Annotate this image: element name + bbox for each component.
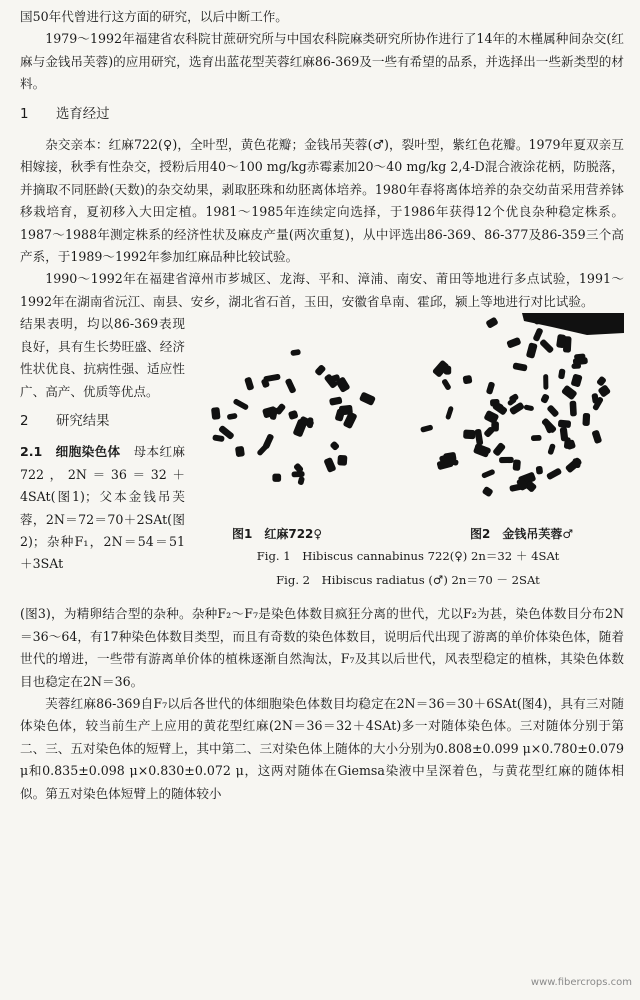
chromosome-mark: [432, 360, 450, 379]
chromosome-mark: [481, 469, 496, 479]
chromosome-mark: [523, 405, 534, 412]
chromosome-mark: [337, 455, 347, 466]
chromosome-mark: [547, 443, 556, 455]
chromosome-mark: [486, 382, 496, 396]
paragraph-6: 芙蓉红麻86-369自F₇以后各世代的体细胞染色体数目均稳定在2N＝36＝30＋6SAt(图4)，具有三对随体染色体，较当前生产上应用的黄花型红麻(2N＝36＝32＋4SAt)多一对随体染色体。三对随体分别于第二、三、五对染色体的短臂上，其中第二、三对染色体上随体的大小分别为0.808±0.099 μ×0.780±0.079 μ和0.835±0.098 μ×0.830±0.072 μ，这两对随体在Giemsa染液中呈深着色，与黄花型红麻的随体相似。第五对染色体短臂上的随体较小: [20, 695, 624, 801]
chromosome-mark: [513, 460, 521, 472]
chromosome-mark: [499, 457, 514, 463]
chromosome-mark: [591, 393, 599, 404]
chromosome-mark: [244, 377, 254, 391]
chromosome-mark: [359, 392, 376, 407]
subsection-2-1-text: 母本红麻722，2N＝36＝32＋4SAt(图1)；父本金钱吊芙蓉，2N＝72＝70＋2SAt(图2)；杂种F₁，2N＝54＝51＋3SAt: [20, 444, 186, 572]
chromosome-mark: [463, 375, 473, 384]
section-1-number: 1: [20, 106, 29, 122]
chromosome-mark: [569, 401, 576, 417]
chromosome-mark: [543, 374, 548, 390]
chromosome-micrographs: [192, 313, 624, 518]
chromosome-mark: [329, 397, 343, 406]
chromosome-mark: [532, 328, 543, 343]
figure-1-chromosomes: [211, 349, 376, 486]
figure-1-label: 图1 红麻722♀: [232, 527, 323, 542]
chromosome-mark: [482, 486, 494, 498]
chromosome-mark: [591, 430, 602, 445]
chromosome-mark: [323, 457, 336, 473]
section-2-number: 2: [20, 413, 29, 429]
chromosome-mark: [272, 474, 281, 482]
chromosome-mark: [546, 468, 562, 481]
chromosome-mark: [558, 420, 571, 429]
paragraph-3: 1990～1992年在福建省漳州市芗城区、龙海、平和、漳浦、南安、莆田等地进行多点试验，1991～1992年在湖南省沅江、南县、安乡，湖北省石首，玉田，安徽省阜南、霍邱，颍上等地进行对比试验。: [20, 271, 624, 309]
chromosome-figures: [192, 313, 624, 601]
paragraph-5: (图3)，为精卵结合型的杂种。杂种F₂～F₇是染色体数目疯狂分离的世代，尤以F₂为甚，染色体数目分布2N＝36～64，有17种染色体数目类型，而且有奇数的染色体数目，说明后代出现了游离的单价体染色体，随着世代的增进，一些带有游离单价体的植株逐渐自然淘汰，F₇及其以后世代，风表型稳定的植株，其染色体数目也稳定在2N＝36。: [20, 606, 624, 689]
paragraph-4: 结果表明，均以86-369表现良好，具有生长势旺盛、经济性状优良、抗病性强、适应性广、高产、优质等优点。: [20, 316, 185, 399]
chromosome-mark: [597, 384, 611, 398]
chromosome-mark: [212, 435, 225, 443]
chromosome-mark: [492, 442, 506, 457]
chromosome-mark: [539, 339, 554, 354]
chromosome-mark: [571, 374, 583, 388]
left-text-column: [20, 313, 185, 575]
chromosome-mark: [445, 406, 454, 420]
site-watermark: www.fibercrops.com: [530, 976, 632, 988]
section-heading-1: [20, 104, 624, 126]
chromosome-mark: [512, 363, 527, 372]
chromosome-mark: [288, 410, 299, 420]
chromosome-mark: [285, 378, 297, 394]
document-page: [20, 6, 624, 805]
section-heading-2: [20, 411, 185, 433]
chromosome-mark: [297, 476, 305, 486]
chromosome-mark: [463, 430, 476, 440]
chromosome-mark: [582, 413, 590, 426]
chromosome-mark: [227, 413, 238, 420]
chromosome-mark: [546, 404, 559, 418]
chromosome-mark: [531, 435, 542, 441]
chromosome-mark: [506, 337, 521, 349]
chromosome-mark: [232, 398, 249, 411]
figure-2-chromosomes: [420, 317, 611, 498]
chromosome-mark: [561, 385, 578, 401]
chromosome-mark: [536, 466, 544, 475]
chromosome-mark: [262, 433, 274, 449]
chromosome-mark: [329, 441, 340, 452]
chromosome-mark: [290, 349, 301, 356]
paragraph-2: 杂交亲本：红麻722(♀)，全叶型，黄色花瓣；金钱吊芙蓉(♂)，裂叶型，紫红色花瓣。1979年夏双亲互相嫁接，秋季有性杂交，授粉后用40～100 mg/kg赤霉素加20～40 mg/kg 2,4-D混合液涂花柄，防脱落，并摘取不同胚龄(天数)的杂交幼果，剥取胚珠和幼胚离体培养。1980年春将离体培养的杂交幼苗采用营养钵移栽培育，夏初移入大田定植。1981～1985年连续定向选择，于1986年获得12个优良杂种稳定株系。1987～1988年测定株系的经济性状及麻皮产量(两次重复)，从中评选出86-369、86-377及86-359三个高产系，于1989～1992年参加红麻品种比较试验。: [20, 137, 624, 265]
figure-wrap-block: [20, 313, 624, 601]
chromosome-mark: [560, 427, 569, 442]
paragraph-1: 1979～1992年福建省农科院甘蔗研究所与中国农科院麻类研究所协作进行了14年的木槿属种间杂交(红麻与金钱吊芙蓉)的应用研究，选育出蓝花型芙蓉红麻86-369及一些有希望的品系，并选择出一些新类型的材料。: [20, 31, 624, 92]
chromosome-mark: [526, 343, 538, 360]
chromosome-mark: [211, 407, 221, 420]
chromosome-mark: [474, 429, 483, 446]
chromosome-mark: [235, 446, 245, 458]
figure-2-label: 图2 金钱吊芙蓉♂: [470, 527, 574, 542]
figure-2-caption: Fig. 2 Hibiscus radiatus (♂) 2n＝70 － 2SAt: [276, 573, 540, 588]
section-2-title: 研究结果: [56, 413, 110, 429]
chromosome-mark: [441, 378, 452, 391]
figure-1-caption: Fig. 1 Hibiscus cannabinus 722(♀) 2n＝32 ＋ 4SAt: [256, 549, 560, 564]
chromosome-mark: [558, 369, 566, 380]
chromosome-mark: [485, 317, 499, 329]
chromosome-mark: [307, 417, 314, 428]
subsection-2-1-title: 2.1 细胞染色体: [20, 444, 121, 460]
intro-line: 国50年代曾进行这方面的研究，以后中断工作。: [20, 9, 288, 24]
chromosome-mark: [420, 425, 433, 434]
section-1-title: 选育经过: [56, 106, 110, 122]
chromosome-mark: [540, 393, 550, 404]
chromosome-mark: [314, 364, 326, 377]
